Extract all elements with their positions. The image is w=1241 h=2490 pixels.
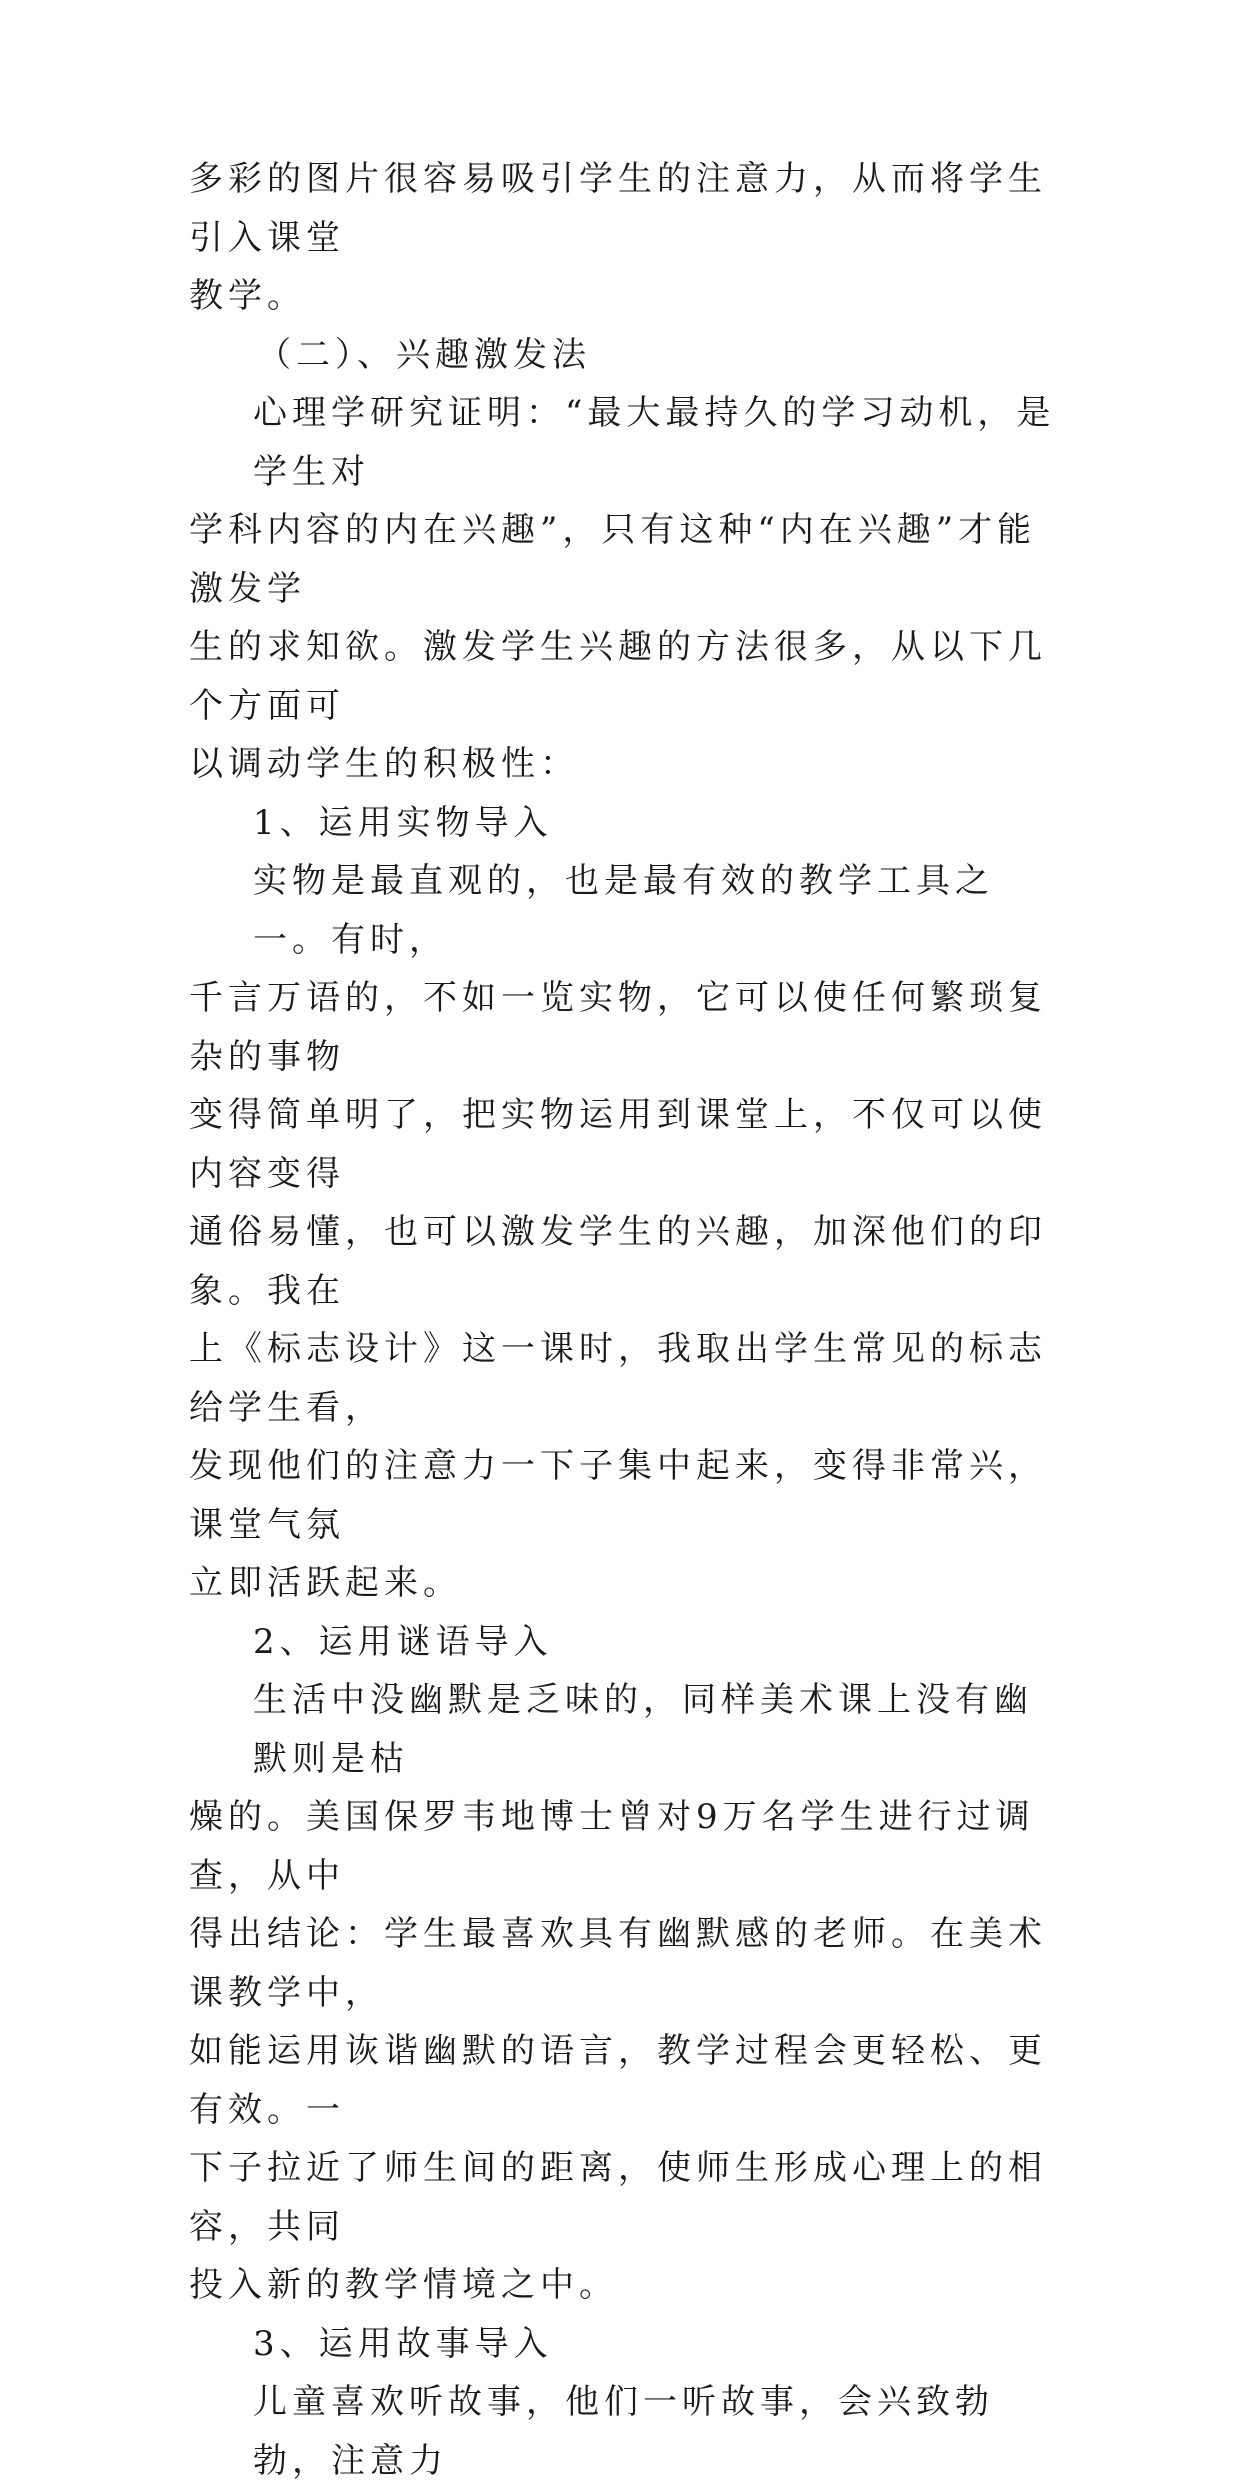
paragraph-line: 上《标志设计》这一课时，我取出学生常见的标志给学生看， (189, 1329, 1047, 1428)
paragraph-line: 实物是最直观的，也是最有效的教学工具之一。有时， (253, 861, 994, 960)
paragraph-line: 心理学研究证明：“最大最持久的学习动机，是学生对 (253, 393, 1056, 492)
paragraph-line: 多彩的图片很容易吸引学生的注意力，从而将学生引入课堂 (189, 159, 1047, 258)
paragraph-line: 以调动学生的积极性： (189, 744, 579, 784)
subsection-heading: 1、运用实物导入 (253, 802, 553, 843)
paragraph-line: 儿童喜欢听故事，他们一听故事，会兴致勃勃，注意力 (253, 2382, 994, 2481)
paragraph-line: 投入新的教学情境之中。 (189, 2265, 618, 2305)
subsection-heading: 2、运用谜语导入 (253, 1621, 553, 1662)
paragraph-line: 生的求知欲。激发学生兴趣的方法很多，从以下几个方面可 (189, 627, 1047, 726)
document-body (189, 150, 1069, 2490)
subsection-heading: 3、运用故事导入 (253, 2323, 553, 2364)
paragraph-line: 变得简单明了，把实物运用到课堂上，不仅可以使内容变得 (189, 1095, 1047, 1194)
paragraph-line: 学科内容的内在兴趣”，只有这种“内在兴趣”才能激发学 (189, 510, 1037, 609)
paragraph-line: 如能运用诙谐幽默的语言，教学过程会更轻松、更有效。一 (189, 2031, 1047, 2130)
paragraph-line: 教学。 (189, 276, 306, 316)
paragraph-line: 燥的。美国保罗韦地博士曾对9万名学生进行过调查，从中 (189, 1797, 1035, 1896)
paragraph-line: 下子拉近了师生间的距离，使师生形成心理上的相容，共同 (189, 2148, 1047, 2247)
paragraph-line: 千言万语的，不如一览实物，它可以使任何繁琐复杂的事物 (189, 978, 1047, 1077)
paragraph-line: 生活中没幽默是乏味的，同样美术课上没有幽默则是枯 (253, 1680, 1033, 1779)
paragraph-line: 立即活跃起来。 (189, 1563, 462, 1603)
section-heading: （二）、兴趣激发法 (257, 334, 591, 375)
paragraph-line: 通俗易懂，也可以激发学生的兴趣，加深他们的印象。我在 (189, 1212, 1047, 1311)
paragraph-line: 得出结论：学生最喜欢具有幽默感的老师。在美术课教学中， (189, 1914, 1047, 2013)
paragraph-line: 发现他们的注意力一下子集中起来，变得非常兴，课堂气氛 (189, 1446, 1047, 1545)
